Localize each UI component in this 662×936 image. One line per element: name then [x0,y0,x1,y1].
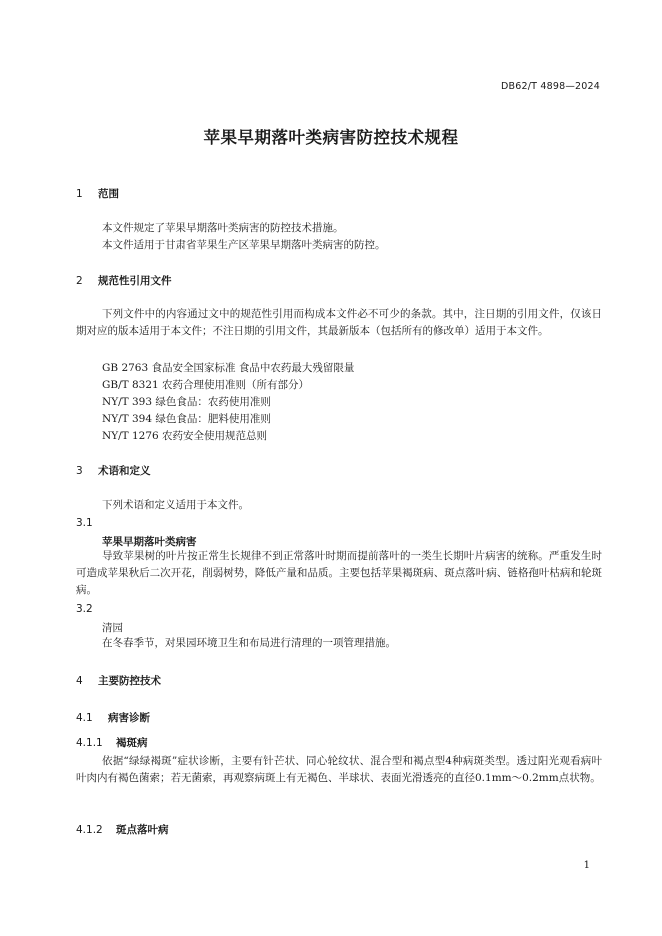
subsection-4-1-1-heading [76,735,148,750]
section-1-paragraph-1: 本文件规定了苹果早期落叶类病害的防控技术措施。 [102,222,344,234]
section-1-heading [76,186,119,201]
section-title: 范围 [98,188,119,200]
section-number: 4.1.2 [76,824,103,836]
document-title: 苹果早期落叶类病害防控技术规程 [203,128,459,147]
section-number: 1 [76,188,83,200]
reference-item: GB/T 8321 农药合理使用准则（所有部分） [102,379,310,391]
section-number: 4.1.1 [76,737,103,749]
subsection-4-1-1-body: 依据“绿绿褐斑”症状诊断，主要有针芒状、同心轮纹状、混合型和褐点型4种病斑类型。透过阳光观看病叶叶肉内有褐色菌索；若无菌索，再观察病斑上有无褐色、半球状、表面光滑透亮的直径0.1mm～0.2mm点状物。 [76,755,602,784]
section-title: 术语和定义 [98,465,151,477]
term-name: 苹果早期落叶类病害 [102,536,197,548]
section-number: 4 [76,675,83,687]
reference-item: NY/T 394 绿色食品：肥料使用准则 [102,413,271,425]
term-definition: 导致苹果树的叶片按正常生长规律不到正常落叶时期而提前落叶的一类生长期叶片病害的统称。严重发生时可造成苹果秋后二次开花，削弱树势，降低产量和品质。主要包括苹果褐斑病、斑点落叶病、链格孢叶枯病和轮斑病。 [76,550,602,596]
subsection-4-1-2-heading [76,822,169,837]
section-title: 褐斑病 [116,737,148,749]
section-3-heading [76,463,151,478]
reference-item: GB 2763 食品安全国家标准 食品中农药最大残留限量 [102,362,355,374]
section-3-intro: 下列术语和定义适用于本文件。 [102,499,249,511]
section-1-paragraph-2: 本文件适用于甘肃省苹果生产区苹果早期落叶类病害的防控。 [102,239,386,251]
term-definition: 在冬春季节，对果园环境卫生和布局进行清理的一项管理措施。 [102,637,396,649]
section-title: 斑点落叶病 [116,824,169,836]
section-title: 主要防控技术 [98,675,161,687]
section-2-heading [76,273,172,288]
section-title: 规范性引用文件 [98,275,172,287]
section-number: 2 [76,275,83,287]
section-number: 3 [76,465,83,477]
section-2-intro: 下列文件中的内容通过文中的规范性引用而构成本文件必不可少的条款。其中，注日期的引用文件，仅该日期对应的版本适用于本文件；不注日期的引用文件，其最新版本（包括所有的修改单）适用于本文件。 [76,308,602,337]
term-number: 3.2 [76,603,93,615]
section-4-heading [76,673,161,688]
subsection-4-1-heading [76,710,150,725]
term-name: 清园 [102,622,123,634]
page-number: 1 [583,860,590,871]
reference-item: NY/T 1276 农药安全使用规范总则 [102,430,268,442]
section-title: 病害诊断 [108,712,150,724]
standard-code: DB62/T 4898—2024 [501,81,600,92]
term-number: 3.1 [76,517,93,529]
section-number: 4.1 [76,712,93,724]
reference-item: NY/T 393 绿色食品：农药使用准则 [102,396,271,408]
